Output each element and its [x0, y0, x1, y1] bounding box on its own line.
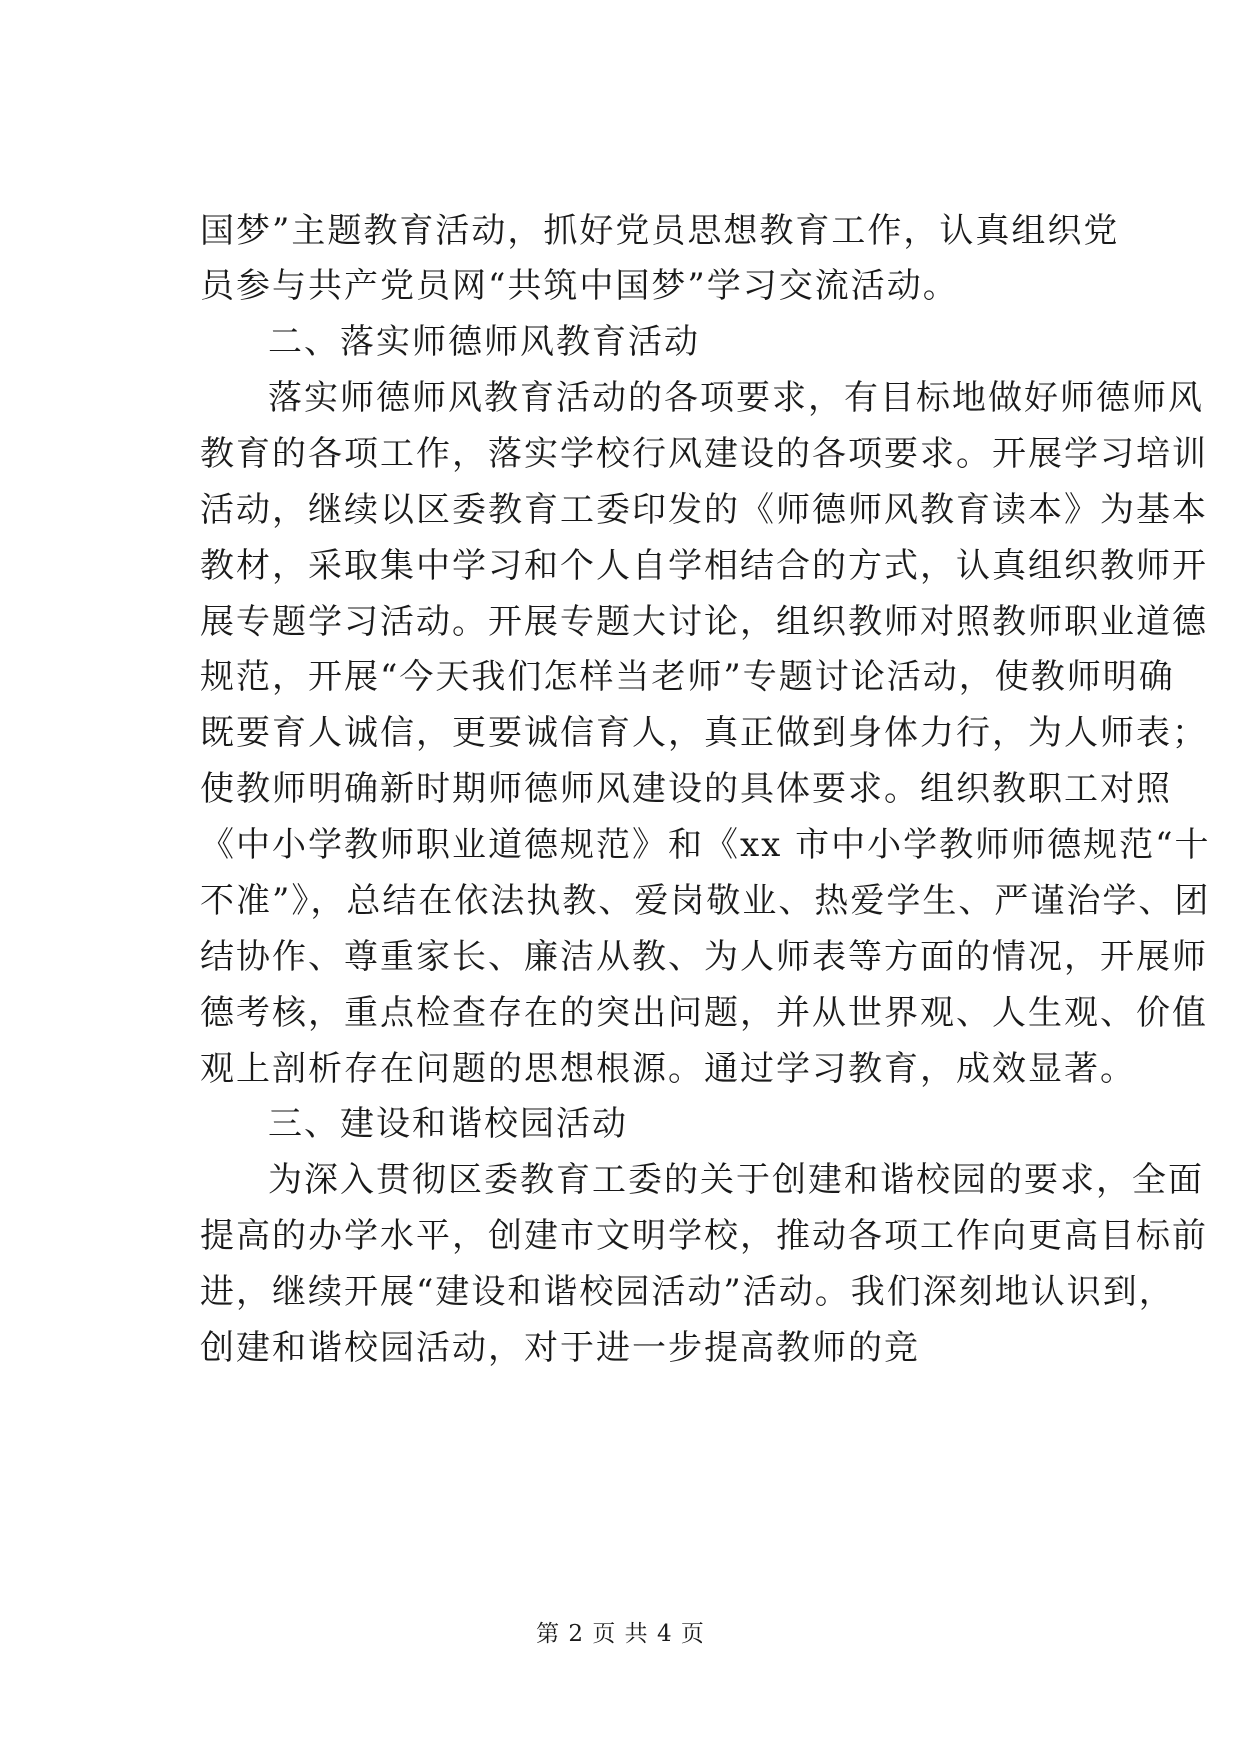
- body-text-line: 德考核，重点检查存在的突出问题，并从世界观、人生观、价值: [200, 993, 1208, 1033]
- page-footer: 第 2 页 共 4 页: [536, 1621, 705, 1647]
- body-text-line: 落实师德师风教育活动的各项要求，有目标地做好师德师风: [268, 378, 1204, 418]
- body-text-line: 《中小学教师职业道德规范》和《xx 市中小学教师师德规范“十: [200, 825, 1211, 865]
- body-text-line: 结协作、尊重家长、廉洁从教、为人师表等方面的情况，开展师: [200, 937, 1208, 977]
- section-heading-2: 二、落实师德师风教育活动: [268, 322, 700, 362]
- body-text-line: 不准”》，总结在依法执教、爱岗敬业、热爱学生、严谨治学、团: [200, 881, 1211, 921]
- body-text-line: 规范，开展“今天我们怎样当老师”专题讨论活动，使教师明确: [200, 657, 1175, 697]
- body-text-line: 为深入贯彻区委教育工委的关于创建和谐校园的要求，全面: [268, 1160, 1204, 1200]
- body-text-line: 使教师明确新时期师德师风建设的具体要求。组织教职工对照: [200, 769, 1172, 809]
- body-text-line: 教材，采取集中学习和个人自学相结合的方式，认真组织教师开: [200, 546, 1208, 586]
- body-text-line: 教育的各项工作，落实学校行风建设的各项要求。开展学习培训: [200, 434, 1208, 474]
- body-text-line: 提高的办学水平，创建市文明学校，推动各项工作向更高目标前: [200, 1216, 1208, 1256]
- body-text-line: 观上剖析存在问题的思想根源。通过学习教育，成效显著。: [200, 1049, 1136, 1089]
- body-text-line: 展专题学习活动。开展专题大讨论，组织教师对照教师职业道德: [200, 602, 1208, 642]
- body-text-line: 创建和谐校园活动，对于进一步提高教师的竞: [200, 1328, 920, 1368]
- body-text-line: 既要育人诚信，更要诚信育人，真正做到身体力行，为人师表；: [200, 713, 1208, 753]
- body-text-line: 国梦”主题教育活动，抓好党员思想教育工作，认真组织党: [200, 211, 1120, 251]
- body-text-line: 活动，继续以区委教育工委印发的《师德师风教育读本》为基本: [200, 490, 1208, 530]
- body-text-line: 员参与共产党员网“共筑中国梦”学习交流活动。: [200, 266, 959, 306]
- body-text-line: 进，继续开展“建设和谐校园活动”活动。我们深刻地认识到，: [200, 1272, 1175, 1312]
- section-heading-3: 三、建设和谐校园活动: [268, 1104, 628, 1144]
